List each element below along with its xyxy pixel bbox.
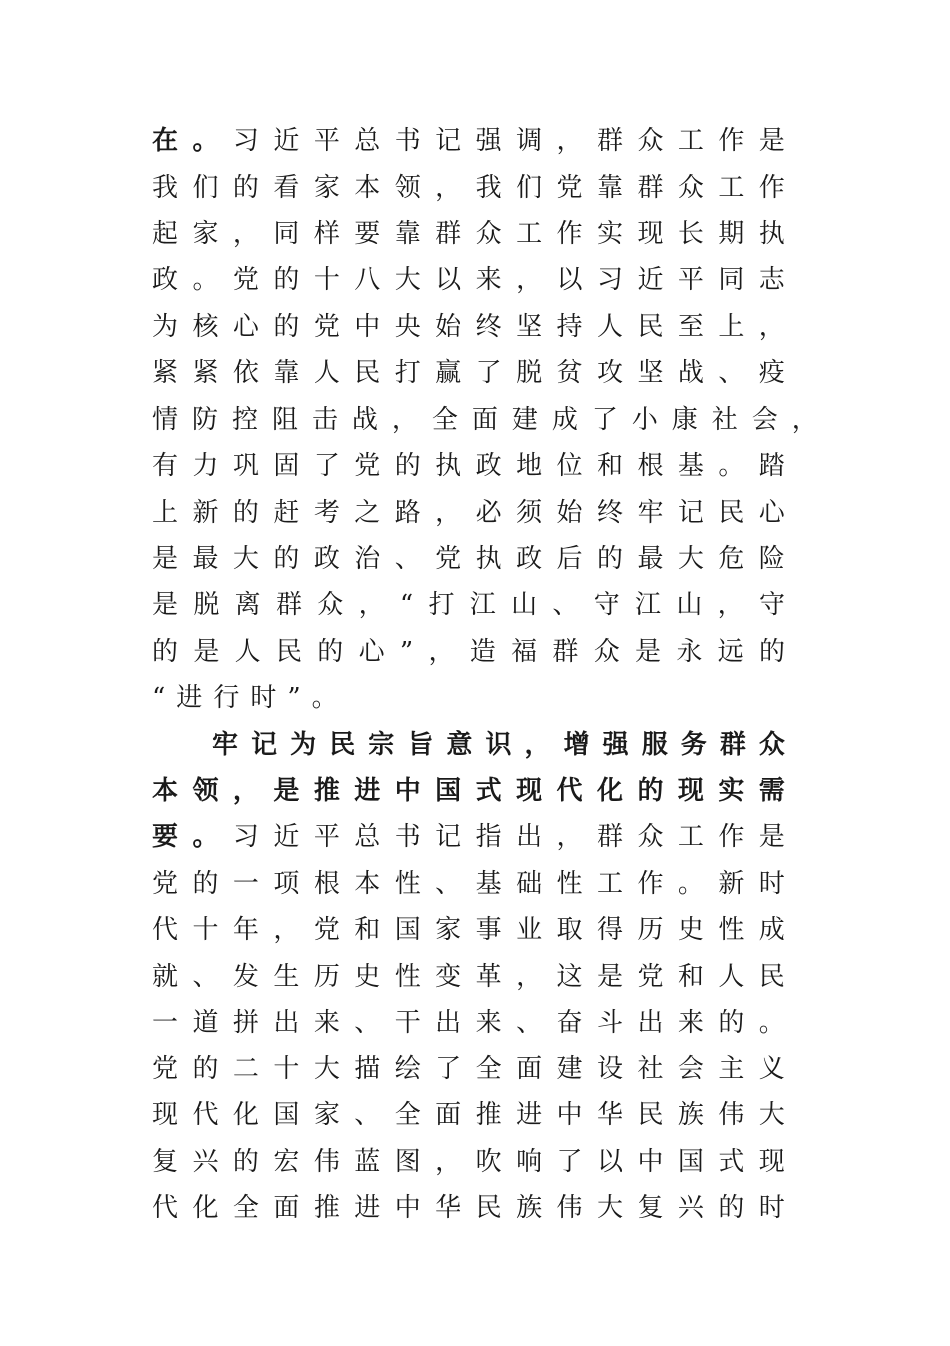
text-line: 我 们 的 看 家 本 领 ， 我 们 党 靠 群 众 工 作 <box>152 173 785 203</box>
text-line: 紧 紧 依 靠 人 民 打 赢 了 脱 贫 攻 坚 战 、 疫 <box>152 358 785 388</box>
text-line: 复 兴 的 宏 伟 蓝 图 ， 吹 响 了 以 中 国 式 现 <box>152 1147 785 1177</box>
text-line: “进行时”。 <box>152 683 349 713</box>
text-line: 在 。 习 近 平 总 书 记 强 调 ， 群 众 工 作 是 <box>152 126 785 156</box>
text-line: 一 道 拼 出 来 、 干 出 来 、 奋 斗 出 来 的 。 <box>152 1008 785 1038</box>
text-line: 代 十 年 ， 党 和 国 家 事 业 取 得 历 史 性 成 <box>152 915 785 945</box>
text-line: 本 领 ， 是 推 进 中 国 式 现 代 化 的 现 实 需 <box>152 776 785 806</box>
text-line: 就 、 发 生 历 史 性 变 革 ， 这 是 党 和 人 民 <box>152 962 785 992</box>
text-line: 现 代 化 国 家 、 全 面 推 进 中 华 民 族 伟 大 <box>152 1100 785 1130</box>
text-line: 是 脱 离 群 众 ， “ 打 江 山 、 守 江 山 ， 守 <box>152 590 785 620</box>
text-line: 牢 记 为 民 宗 旨 意 识 ， 增 强 服 务 群 众 <box>212 730 785 760</box>
text-line: 上 新 的 赶 考 之 路 ， 必 须 始 终 牢 记 民 心 <box>152 498 785 528</box>
text-line: 政 。 党 的 十 八 大 以 来 ， 以 习 近 平 同 志 <box>152 265 785 295</box>
text-line: 起 家 ， 同 样 要 靠 群 众 工 作 实 现 长 期 执 <box>152 219 785 249</box>
text-line: 有 力 巩 固 了 党 的 执 政 地 位 和 根 基 。 踏 <box>152 451 785 481</box>
text-line: 党 的 一 项 根 本 性 、 基 础 性 工 作 。 新 时 <box>152 869 785 899</box>
text-line: 情 防 控 阻 击 战 ， 全 面 建 成 了 小 康 社 会 ， <box>152 405 818 435</box>
text-line: 党 的 二 十 大 描 绘 了 全 面 建 设 社 会 主 义 <box>152 1054 785 1084</box>
text-line: 代 化 全 面 推 进 中 华 民 族 伟 大 复 兴 的 时 <box>152 1193 785 1223</box>
text-line: 是 最 大 的 政 治 、 党 执 政 后 的 最 大 危 险 <box>152 544 785 574</box>
text-line: 的 是 人 民 的 心 ” ， 造 福 群 众 是 永 远 的 <box>152 637 785 667</box>
text-line: 要 。 习 近 平 总 书 记 指 出 ， 群 众 工 作 是 <box>152 822 785 852</box>
text-line: 为 核 心 的 党 中 央 始 终 坚 持 人 民 至 上 ， <box>152 312 785 342</box>
